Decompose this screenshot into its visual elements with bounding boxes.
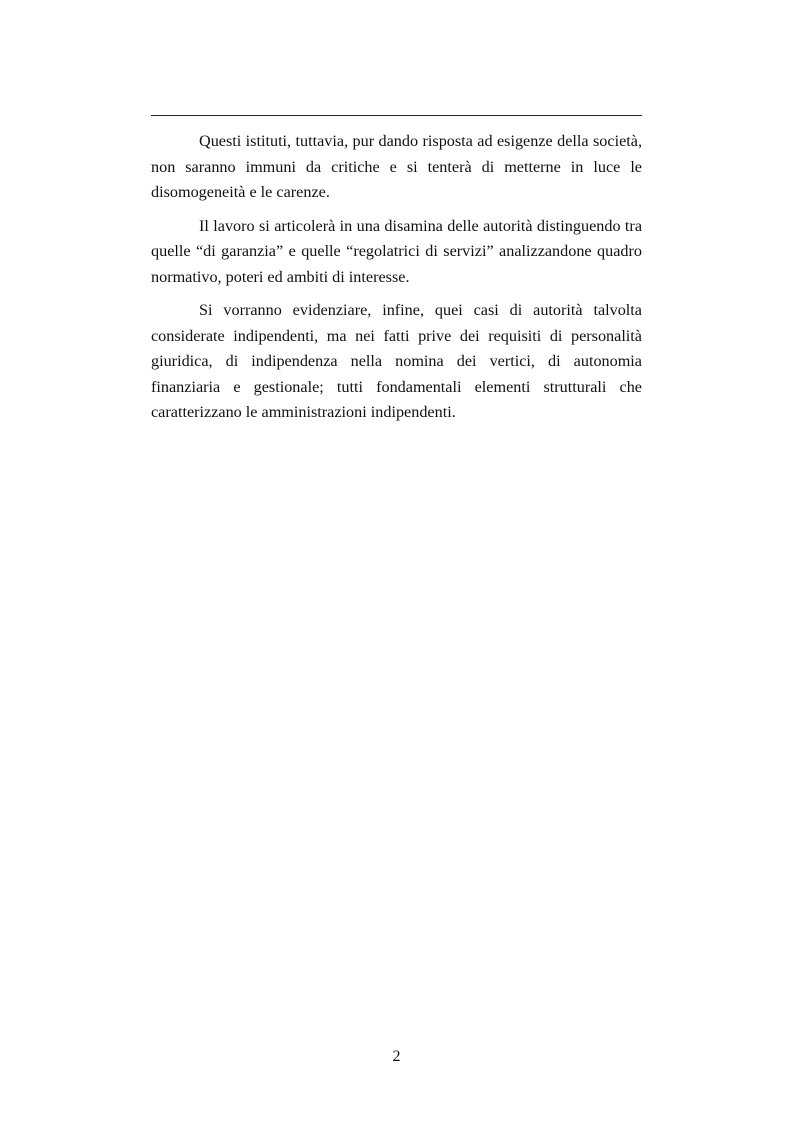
header-rule: [151, 115, 642, 116]
paragraph-introduction-critique: Questi istituti, tuttavia, pur dando risposta ad esigenze della società, non saranno immuni da critiche e si tenterà di metterne in luce le disomogeneità e le carenze.: [151, 132, 642, 201]
document-body: [151, 129, 642, 434]
paragraph-non-independent-authorities: Si vorranno evidenziare, infine, quei casi di autorità talvolta considerate indipendenti, ma nei fatti prive dei requisiti di personalità giuridica, di indipendenza nella nomina dei vertici, di autonomia finanziaria e gestionale; tutti fondamentali elementi strutturali che caratterizzano le amministrazioni indipendenti.: [151, 301, 642, 421]
paragraph-work-structure: Il lavoro si articolerà in una disamina delle autorità distinguendo tra quelle “di garanzia” e quelle “regolatrici di servizi” analizzandone quadro normativo, poteri ed ambiti di interesse.: [151, 216, 642, 286]
page-number: 2: [392, 1048, 401, 1065]
